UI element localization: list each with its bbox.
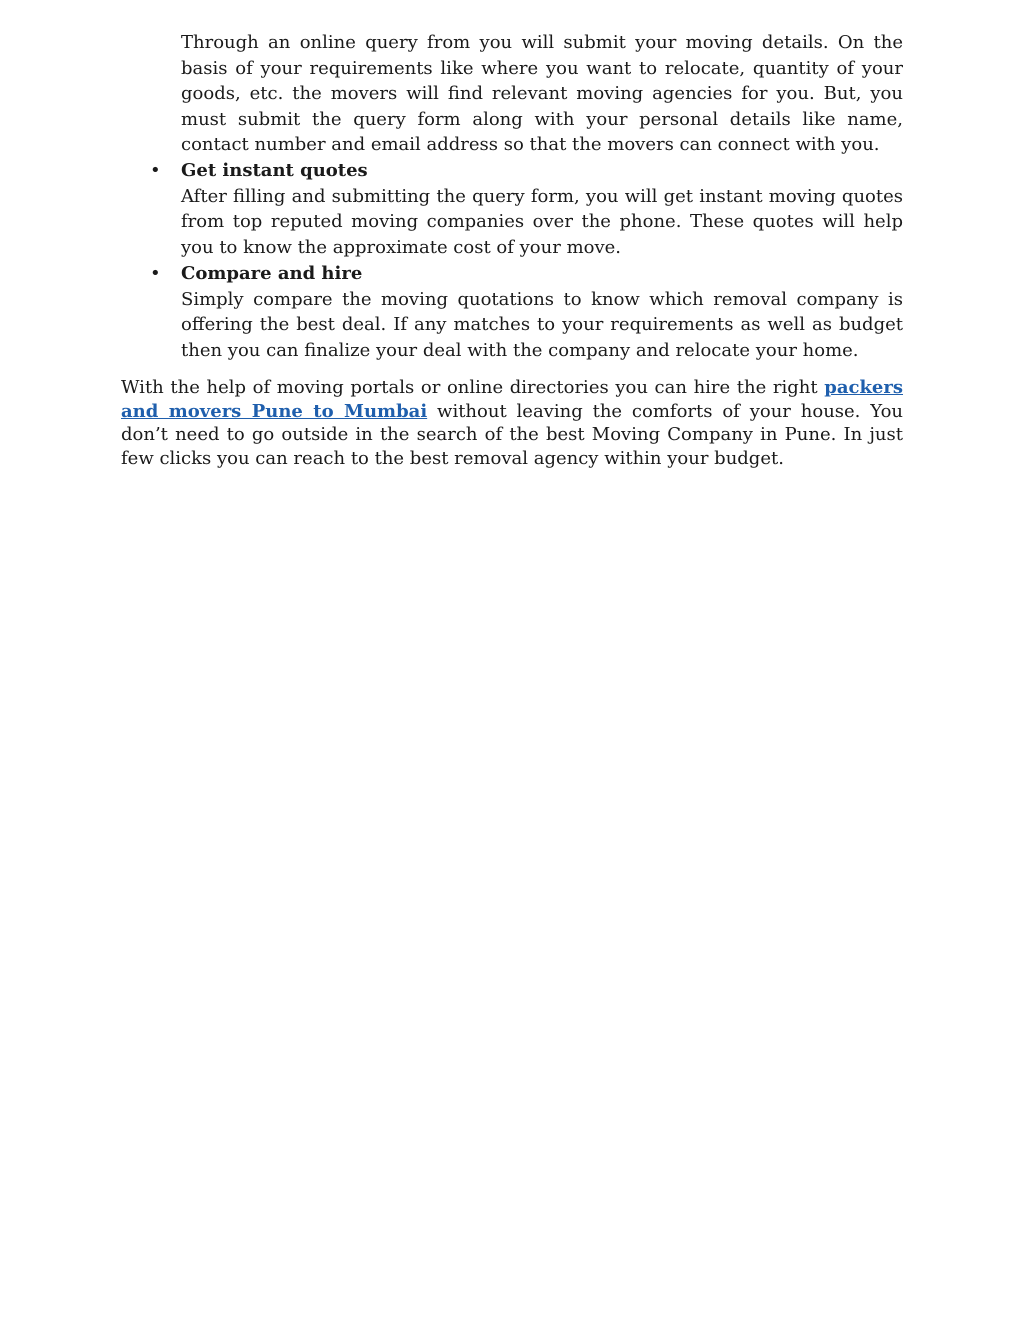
list-item-body: Simply compare the moving quotations to know which removal company is offering the best deal. If any matches to your requirements as well as budget then you can finalize your deal with the company and relocate your home. [181,288,903,361]
list-item-heading: Compare and hire [181,263,363,284]
list-item-heading: Get instant quotes [181,160,368,181]
list-item-body: After filling and submitting the query form, you will get instant moving quotes from top reputed moving companies over the phone. These quotes will help you to know the approximate cost of your move. [181,185,903,258]
closing-paragraph [121,376,903,470]
bullet-icon: • [150,160,161,181]
packers-movers-link[interactable]: packers and movers Pune to Mumbai [121,377,903,422]
bullet-icon: • [150,263,161,284]
list-item [150,261,903,363]
closing-text-before-link: With the help of moving portals or online directories you can hire the right [121,377,825,398]
continued-paragraph: Through an online query from you will submit your moving details. On the basis of your requirements like where you want to relocate, quantity of your goods, etc. the movers will find relevant moving agencies for you. But, you must submit the query form along with your personal details like name, contact number and email address so that the movers can connect with you. [181,32,903,155]
closing-text-after-link: without leaving the comforts of your house. You don’t need to go outside in the search of the best Moving Company in Pune. In just few clicks you can reach to the best removal agency within your budget. [121,400,904,469]
list-item [150,158,903,260]
